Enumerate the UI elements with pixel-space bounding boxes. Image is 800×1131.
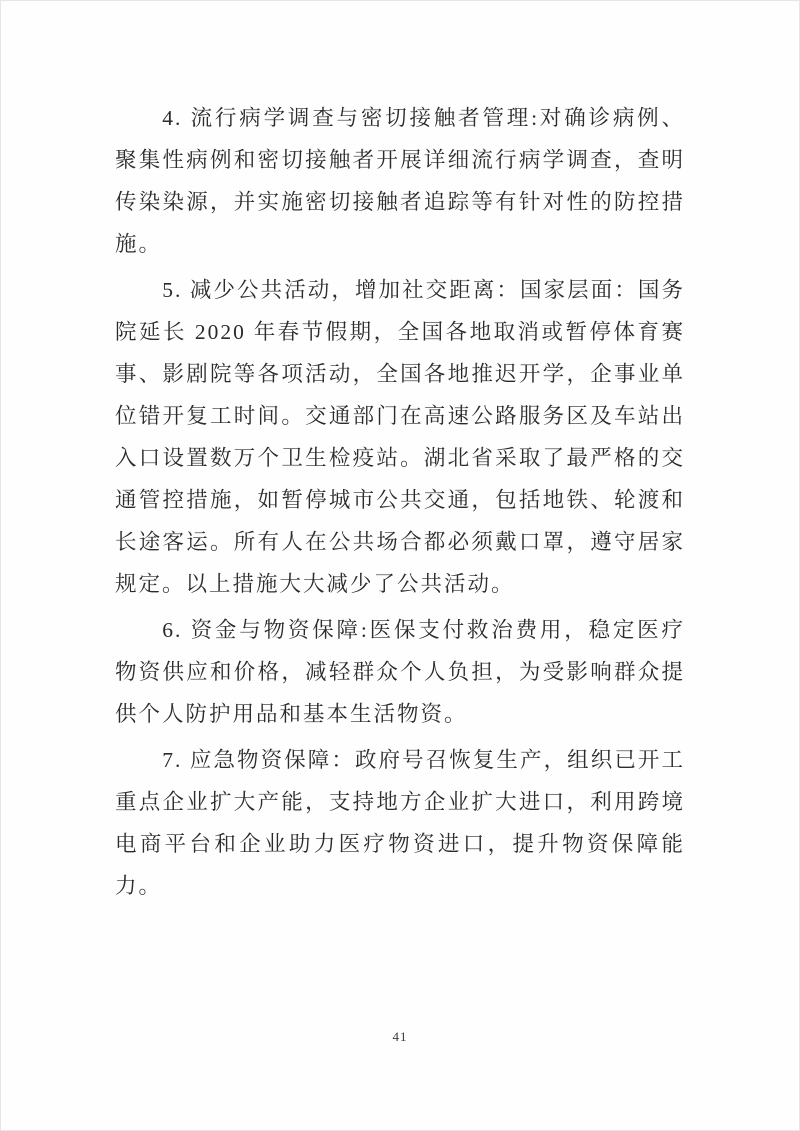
page-body <box>115 97 685 911</box>
paragraph-item-5: 5. 减少公共活动，增加社交距离：国家层面：国务院延长 2020 年春节假期，全国各地取消或暂停体育赛事、影剧院等各项活动，全国各地推迟开学，企事业单位错开复工时间。交通部门在高速公路服务区及车站出入口设置数万个卫生检疫站。湖北省采取了最严格的交通管控措施，如暂停城市公共交通，包括地铁、轮渡和长途客运。所有人在公共场合都必须戴口罩，遵守居家规定。以上措施大大减少了公共活动。 <box>115 278 685 596</box>
paragraph-item-6: 6. 资金与物资保障:医保支付救治费用，稳定医疗物资供应和价格，减轻群众个人负担，为受影响群众提供个人防护用品和基本生活物资。 <box>115 618 685 726</box>
paragraph-item-7: 7. 应急物资保障：政府号召恢复生产，组织已开工重点企业扩大产能，支持地方企业扩大进口，利用跨境电商平台和企业助力医疗物资进口，提升物资保障能力。 <box>115 748 685 898</box>
page-number: 41 <box>392 1029 408 1044</box>
page-footer <box>1 1028 799 1046</box>
paragraph-item-4: 4. 流行病学调查与密切接触者管理:对确诊病例、聚集性病例和密切接触者开展详细流行病学调查，查明传染染源，并实施密切接触者追踪等有针对性的防控措施。 <box>115 106 685 256</box>
